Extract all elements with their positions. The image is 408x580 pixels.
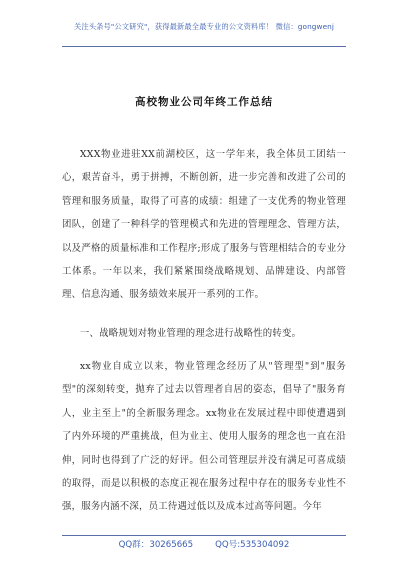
footer-qq-number: QQ号:535304092 [215, 540, 290, 550]
document-title: 高校物业公司年终工作总结 [135, 96, 273, 108]
header-banner: 关注头条号"公文研究"，获得最新最全最专业的公文资料库！ 微信：gongwenj [73, 22, 335, 31]
paragraph-section-1: xx物业自成立以来，物业管理念经历了从"管理型"到"服务型"的深刻转变，抛弃了过去以管理者自居的姿态，倡导了"服务育人，业主至上"的全新服务理念。xx物业在发展过程中即使遭遇到了内外环境的严重挑战，但为业主、使用人服务的理念也一直在沿伸，同时也得到了广泛的好评。但公司管理层并没有满足可喜成绩的取得，而是以积极的态度正视在服务过程中存在的服务专业性不强，服务内涵不深，员工待遇过低以及成本过高等问题。今年 [62, 361, 346, 513]
header-divider [62, 46, 346, 47]
footer-divider [62, 535, 346, 536]
paragraph-intro: XXX物业进驻XX前湖校区，这一学年来，我全体员工团结一心，艰苦奋斗，勇于拼搏，不断创新，进一步完善和改进了公司的管理和服务质量，取得了可喜的成绩：组建了一支优秀的物业管理团队，创建了一种科学的管理模式和先进的管理理念、管理方法，以及严格的质量标准和工作程序;形成了服务与管理相结合的专业分工体系。一年以来，我们紧紧围绕战略规划、品牌建设、内部管理、信息沟通、服务绩效来展开一系列的工作。 [62, 149, 346, 301]
footer-contact [0, 538, 408, 550]
footer-qq-group: QQ群：30265665 [118, 540, 194, 550]
section-heading: 一、战略规划对物业管理的理念进行战略性的转变。 [79, 328, 302, 339]
